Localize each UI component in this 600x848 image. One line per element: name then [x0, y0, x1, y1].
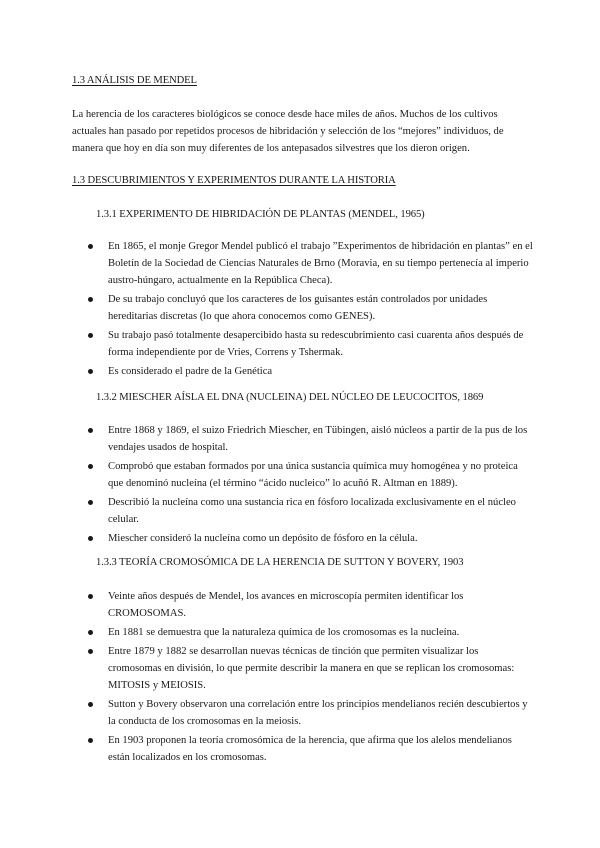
topic-heading: 1.3.3 TEORÍA CROMOSÓMICA DE LA HERENCIA DE SUTTON Y BOVERY, 1903 — [96, 557, 464, 568]
bullet-icon — [88, 649, 93, 654]
bullet-icon — [88, 738, 93, 743]
section-heading: 1.3 ANÁLISIS DE MENDEL — [72, 75, 197, 86]
bullet-icon — [88, 297, 93, 302]
list-item-text: Entre 1868 y 1869, el suizo Friedrich Miescher, en Tübingen, aisló núcleos a partir de la pus de los vendajes usados de hospital. — [108, 425, 528, 453]
list-item — [86, 363, 534, 380]
list-item-text: Veinte años después de Mendel, los avances en microscopía permiten identificar los CROMOSOMAS. — [108, 591, 464, 619]
list-item — [86, 643, 534, 694]
list-item — [86, 291, 534, 325]
bullet-icon — [88, 536, 93, 541]
list-item-text: En 1903 proponen la teoría cromosómica de la herencia, que afirma que los alelos mendelianos están localizados en los cromosomas. — [108, 735, 512, 763]
bullet-icon — [88, 500, 93, 505]
list-item — [86, 696, 534, 730]
list-item-text: De su trabajo concluyó que los caracteres de los guisantes están controlados por unidades hereditarias discretas (lo que ahora conocemos como GENES). — [108, 294, 488, 322]
list-item — [86, 422, 534, 456]
bullet-icon — [88, 333, 93, 338]
subsection-heading: 1.3 DESCUBRIMIENTOS Y EXPERIMENTOS DURANTE LA HISTORIA — [72, 175, 396, 186]
intro-paragraph: La herencia de los caracteres biológicos se conoce desde hace miles de años. Muchos de los cultivos actuales han pasado por repetidos procesos de hibridación y selección de los “mejores” individuos, de manera que hoy en día son muy diferentes de los antepasados silvestres que los dieron origen. — [72, 109, 504, 154]
list-item — [86, 458, 534, 492]
list-item — [86, 624, 534, 641]
bullet-icon — [88, 464, 93, 469]
bullet-icon — [88, 244, 93, 249]
bullet-icon — [88, 630, 93, 635]
bullet-list — [86, 422, 534, 549]
list-item-text: En 1881 se demuestra que la naturaleza química de los cromosomas es la nucleína. — [108, 627, 460, 638]
list-item-text: Es considerado el padre de la Genética — [108, 366, 273, 377]
list-item-text: Sutton y Bovery observaron una correlación entre los principios mendelianos recién descubiertos y la conducta de los cromosomas en la meiosis. — [108, 699, 528, 727]
list-item — [86, 327, 534, 361]
list-item — [86, 238, 534, 289]
list-item-text: Describió la nucleína como una sustancia rica en fósforo localizada exclusivamente en el núcleo celular. — [108, 497, 516, 525]
bullet-icon — [88, 594, 93, 599]
bullet-icon — [88, 702, 93, 707]
list-item — [86, 588, 534, 622]
topic-heading: 1.3.1 EXPERIMENTO DE HIBRIDACIÓN DE PLANTAS (MENDEL, 1965) — [96, 209, 425, 220]
list-item — [86, 530, 534, 547]
list-item — [86, 494, 534, 528]
list-item — [86, 732, 534, 766]
list-item-text: Comprobó que estaban formados por una única sustancia química muy homogénea y no proteica que denominó nucleína (el término “ácido nucleico” lo acuñó R. Altman en 1889). — [108, 461, 518, 489]
bullet-list — [86, 238, 534, 382]
bullet-list — [86, 588, 534, 768]
topic-heading: 1.3.2 MIESCHER AÍSLA EL DNA (NUCLEINA) DEL NÚCLEO DE LEUCOCITOS, 1869 — [96, 392, 484, 403]
list-item-text: En 1865, el monje Gregor Mendel publicó el trabajo ”Experimentos de hibridación en plantas” en el Boletín de la Sociedad de Ciencias Naturales de Brno (Moravia, en su tiempo pertenecía al imperio austro-húngaro, actualmente en la República Checa). — [108, 241, 533, 286]
list-item-text: Entre 1879 y 1882 se desarrollan nuevas técnicas de tinción que permiten visualizar los cromosomas en división, lo que permite describir la manera en que se replican los cromosomas: MITOSIS y MEIOSIS. — [108, 646, 515, 691]
bullet-icon — [88, 369, 93, 374]
bullet-icon — [88, 428, 93, 433]
list-item-text: Miescher consideró la nucleína como un depósito de fósforo en la célula. — [108, 533, 418, 544]
list-item-text: Su trabajo pasó totalmente desapercibido hasta su redescubrimiento casi cuarenta años después de forma independiente por de Vries, Correns y Tshermak. — [108, 330, 524, 358]
